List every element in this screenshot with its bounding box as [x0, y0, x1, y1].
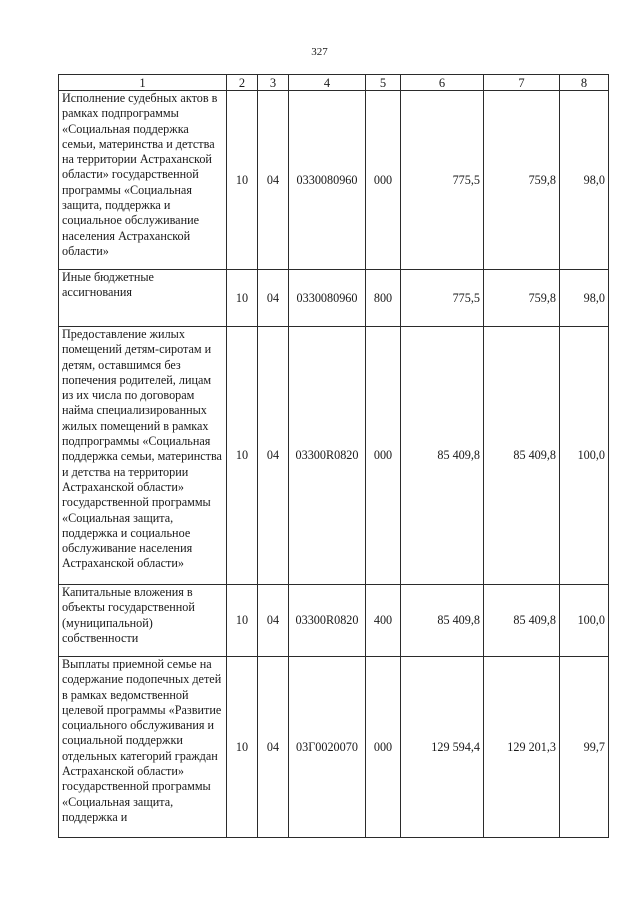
header-row — [59, 75, 609, 91]
table-row — [59, 585, 609, 657]
page-number: 327 — [311, 46, 328, 58]
row-section-code: 10 — [227, 91, 258, 270]
row-section-code: 10 — [227, 327, 258, 585]
row-expense-type-code: 000 — [366, 91, 401, 270]
row-subsection-code: 04 — [258, 270, 289, 327]
row-target-article-code: 0330080960 — [289, 270, 366, 327]
table-row — [59, 657, 609, 838]
row-target-article-code: 0330080960 — [289, 91, 366, 270]
row-section-code: 10 — [227, 270, 258, 327]
column-header-8: 8 — [560, 75, 609, 91]
table-row — [59, 91, 609, 270]
row-description: Предоставление жилых помещений детям-сиротам и детям, оставшимся без попечения родителей, лицам из их числа по договорам найма специализированных жилых помещений в рамках подпрограммы «Социальная поддержка семьи, материнства и детства на территории Астраханской области» государственной программы «Социальная защита, поддержка и социальное обслуживание населения Астраханской области» — [59, 327, 227, 585]
column-header-1: 1 — [59, 75, 227, 91]
row-percent: 98,0 — [560, 91, 609, 270]
column-header-2: 2 — [227, 75, 258, 91]
row-percent: 100,0 — [560, 327, 609, 585]
row-actual-amount: 85 409,8 — [484, 327, 560, 585]
row-target-article-code: 03300R0820 — [289, 585, 366, 657]
row-planned-amount: 129 594,4 — [401, 657, 484, 838]
row-percent: 98,0 — [560, 270, 609, 327]
table-row — [59, 270, 609, 327]
column-header-7: 7 — [484, 75, 560, 91]
row-expense-type-code: 000 — [366, 327, 401, 585]
row-subsection-code: 04 — [258, 585, 289, 657]
row-percent: 100,0 — [560, 585, 609, 657]
budget-table — [58, 74, 609, 838]
column-header-6: 6 — [401, 75, 484, 91]
row-expense-type-code: 000 — [366, 657, 401, 838]
row-description: Иные бюджетные ассигнования — [59, 270, 227, 327]
row-section-code: 10 — [227, 657, 258, 838]
row-expense-type-code: 800 — [366, 270, 401, 327]
row-planned-amount: 85 409,8 — [401, 585, 484, 657]
table-row — [59, 327, 609, 585]
row-actual-amount: 759,8 — [484, 91, 560, 270]
row-target-article-code: 03300R0820 — [289, 327, 366, 585]
column-header-5: 5 — [366, 75, 401, 91]
row-actual-amount: 759,8 — [484, 270, 560, 327]
row-description: Выплаты приемной семье на содержание подопечных детей в рамках ведомственной целевой программы «Развитие социального обслуживания и социальной поддержки отдельных категорий граждан Астраханской области» государственной программы «Социальная защита, поддержка и — [59, 657, 227, 838]
row-planned-amount: 775,5 — [401, 91, 484, 270]
row-actual-amount: 129 201,3 — [484, 657, 560, 838]
row-description: Исполнение судебных актов в рамках подпрограммы «Социальная поддержка семьи, материнства и детства на территории Астраханской области» государственной программы «Социальная защита, поддержка и социальное обслуживание населения Астраханской области» — [59, 91, 227, 270]
row-percent: 99,7 — [560, 657, 609, 838]
row-target-article-code: 03Г0020070 — [289, 657, 366, 838]
column-header-4: 4 — [289, 75, 366, 91]
row-expense-type-code: 400 — [366, 585, 401, 657]
column-header-3: 3 — [258, 75, 289, 91]
row-subsection-code: 04 — [258, 657, 289, 838]
row-planned-amount: 775,5 — [401, 270, 484, 327]
row-description: Капитальные вложения в объекты государственной (муниципальной) собственности — [59, 585, 227, 657]
row-planned-amount: 85 409,8 — [401, 327, 484, 585]
row-subsection-code: 04 — [258, 91, 289, 270]
row-subsection-code: 04 — [258, 327, 289, 585]
row-actual-amount: 85 409,8 — [484, 585, 560, 657]
row-section-code: 10 — [227, 585, 258, 657]
